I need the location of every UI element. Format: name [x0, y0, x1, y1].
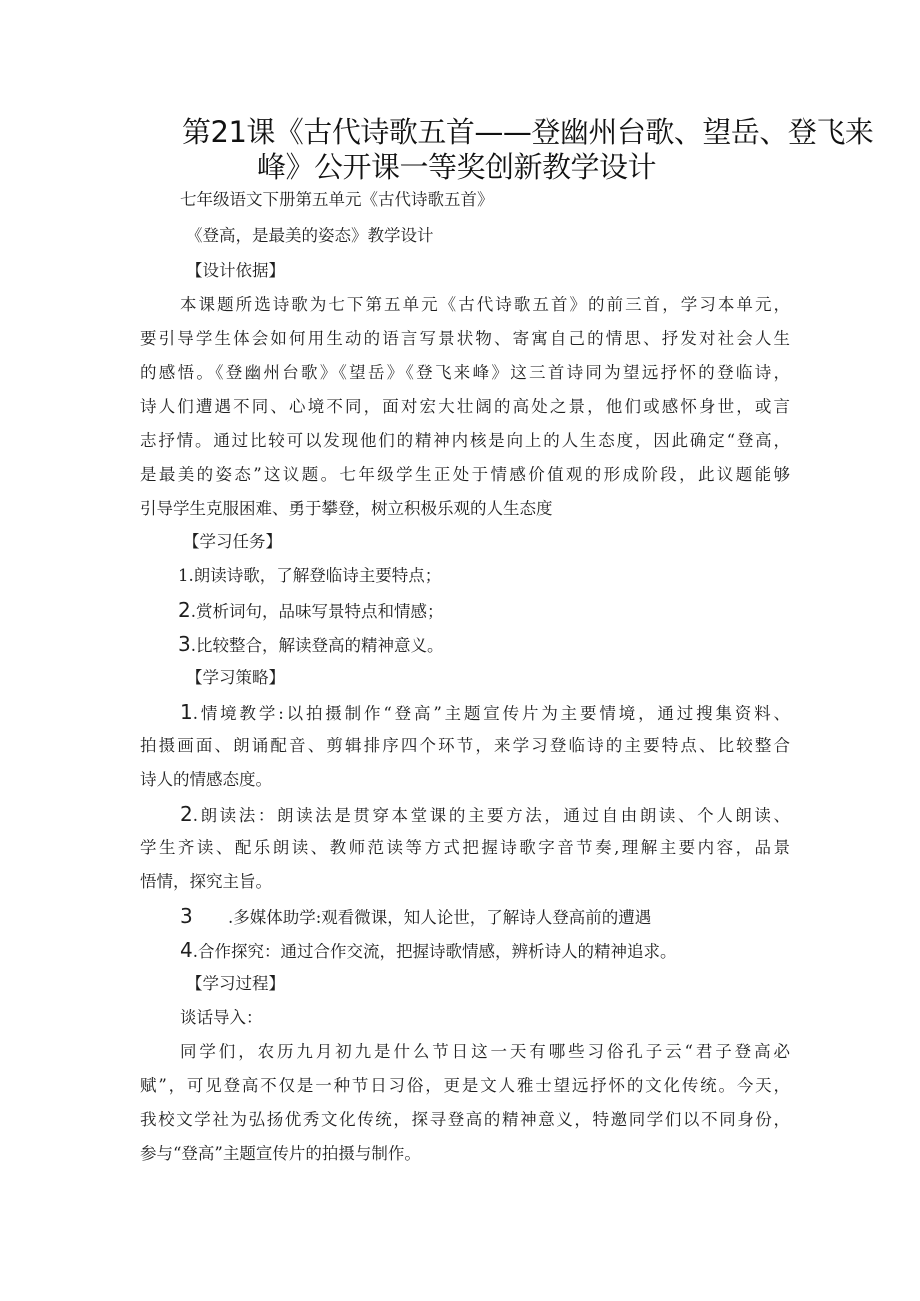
- paragraph-line: 学生齐读、配乐朗读、教师范读等方式把握诗歌字音节奏,理解主要内容，品景: [140, 838, 790, 857]
- section-heading-learning-process: 【学习过程】: [186, 974, 285, 993]
- strategy-text: .朗读法：朗读法是贯穿本堂课的主要方法，通过自由朗读、个人朗读、: [192, 806, 790, 825]
- task-item-1: 1.朗读诗歌，了解登临诗主要特点；: [178, 566, 442, 585]
- intro-label: 谈话导入：: [180, 1008, 263, 1027]
- task-number: 3: [178, 632, 191, 656]
- paragraph-line: 要引导学生体会如何用生动的语言写景状物、寄寓自己的情思、抒发对社会人生: [140, 329, 790, 348]
- paragraph-line: 的感悟。《登幽州台歌》《望岳》《登飞来峰》这三首诗同为望远抒怀的登临诗，: [140, 363, 790, 382]
- section-heading-learning-strategies: 【学习策略】: [186, 668, 285, 687]
- strategy-item-4: [180, 938, 676, 964]
- subtitle-lesson: 《登高，是最美的姿态》教学设计: [186, 226, 434, 245]
- strategy-item-2: [180, 802, 790, 828]
- strategy-item-3: [180, 904, 651, 930]
- strategy-text: .多媒体助学:观看微课，知人论世，了解诗人登高前的遭遇: [228, 908, 652, 927]
- paragraph-line: 我校文学社为弘扬优秀文化传统，探寻登高的精神意义，特邀同学们以不同身份，: [140, 1110, 790, 1129]
- paragraph-line: 诗人的情感态度。: [140, 770, 272, 789]
- strategy-text: .情境教学:以拍摄制作“登高”主题宣传片为主要情境，通过搜集资料、: [192, 704, 790, 723]
- task-number: 2: [178, 598, 191, 622]
- subtitle-unit: 七年级语文下册第五单元《古代诗歌五首》: [180, 190, 494, 209]
- strategy-number: 4: [180, 938, 193, 962]
- strategy-number: 1: [180, 700, 193, 724]
- strategy-number: 3: [180, 904, 193, 928]
- strategy-item-1: [180, 700, 790, 726]
- task-text: .赏析词句，品味写景特点和情感；: [190, 602, 444, 621]
- paragraph-line: 悟情，探究主旨。: [140, 872, 272, 891]
- paragraph-line: 参与“登高”主题宣传片的拍摄与制作。: [140, 1144, 421, 1163]
- task-text: .比较整合，解读登高的精神意义。: [190, 636, 444, 655]
- paragraph-line: 赋”，可见登高不仅是一种节日习俗，更是文人雅士望远抒怀的文化传统。今天，: [140, 1076, 790, 1095]
- paragraph-line: 志抒情。通过比较可以发现他们的精神内核是向上的人生态度，因此确定“登高，: [140, 431, 790, 450]
- document-title-line-2: 峰》公开课一等奖创新教学设计: [257, 150, 657, 184]
- paragraph-line: 同学们，农历九月初九是什么节日这一天有哪些习俗孔子云“君子登高必: [180, 1042, 790, 1061]
- task-item-2: [178, 598, 443, 624]
- paragraph-line: 拍摄画面、朗诵配音、剪辑排序四个环节，来学习登临诗的主要特点、比较整合: [140, 736, 790, 755]
- section-heading-design-basis: 【设计依据】: [186, 261, 285, 280]
- paragraph-line: 引导学生克服困难、勇于攀登，树立积极乐观的人生态度: [140, 499, 553, 518]
- document-title-line-1: 第21课《古代诗歌五首——登幽州台歌、望岳、登飞来: [182, 115, 874, 149]
- paragraph-line: 是最美的姿态”这议题。七年级学生正处于情感价值观的形成阶段，此议题能够: [140, 465, 790, 484]
- section-heading-learning-tasks: 【学习任务】: [183, 532, 282, 551]
- paragraph-line: 诗人们遭遇不同、心境不同，面对宏大壮阔的高处之景，他们或感怀身世，或言: [140, 397, 790, 416]
- strategy-text: .合作探究：通过合作交流，把握诗歌情感，辨析诗人的精神追求。: [192, 942, 677, 961]
- strategy-number: 2: [180, 802, 193, 826]
- task-item-3: [178, 632, 443, 658]
- paragraph-line: 本课题所选诗歌为七下第五单元《古代诗歌五首》的前三首，学习本单元，: [180, 295, 790, 314]
